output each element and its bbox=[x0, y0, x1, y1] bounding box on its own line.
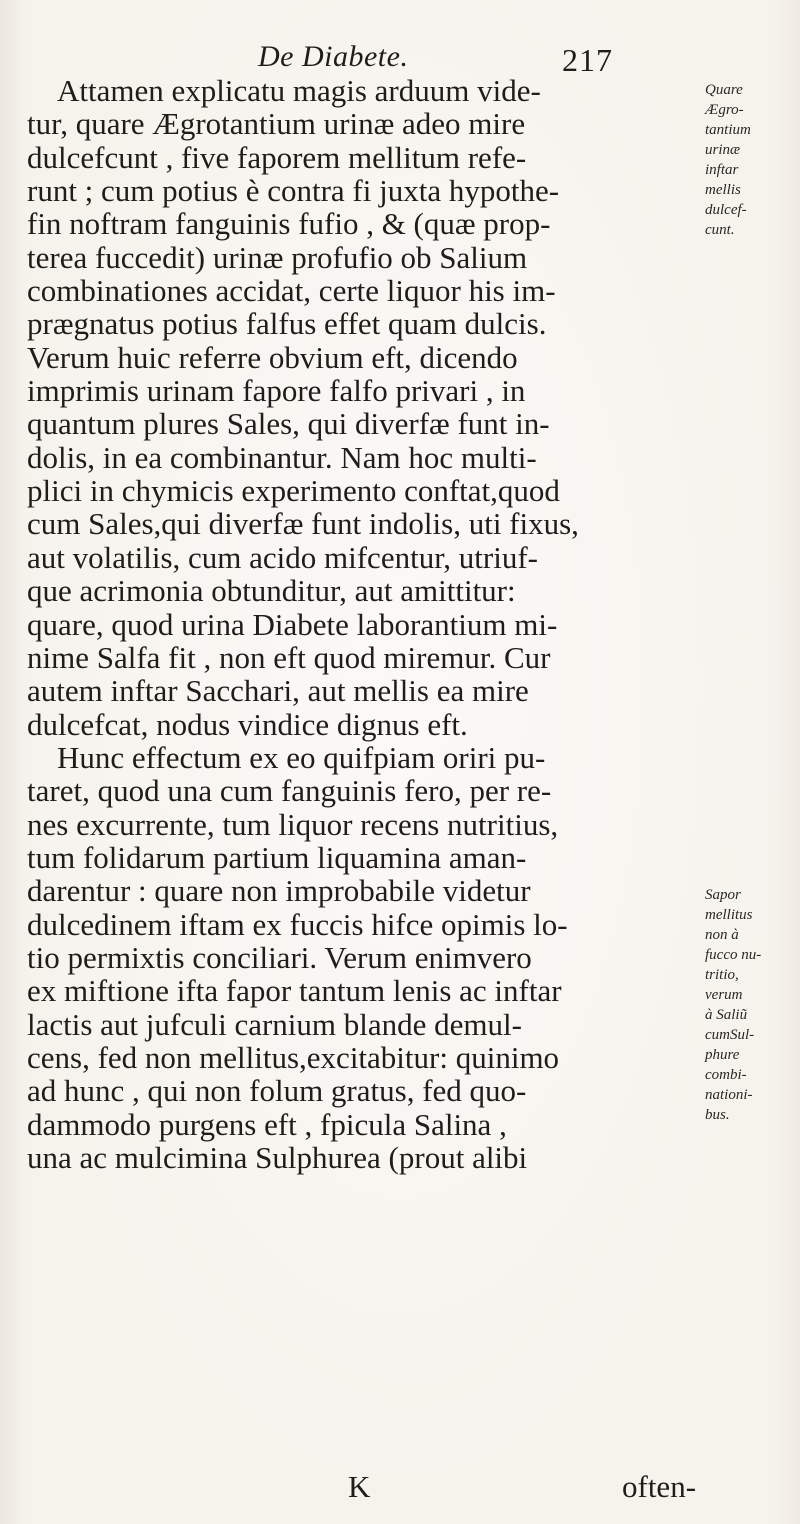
text-line: cens, fed non mellitus,excitabitur: quinimo bbox=[27, 1039, 560, 1075]
text-line: tio permixtis conciliari. Verum enimvero bbox=[27, 939, 532, 975]
text-line: cum Sales,qui diverfæ funt indolis, uti fixus, bbox=[27, 506, 579, 542]
margin-note-line: combi- bbox=[705, 1067, 747, 1083]
text-line: dolis, in ea combinantur. Nam hoc multi- bbox=[27, 439, 537, 475]
page-footer bbox=[0, 1469, 800, 1521]
text-line: ad hunc , qui non folum gratus, fed quo- bbox=[27, 1073, 527, 1109]
margin-note-line: verum bbox=[705, 987, 743, 1003]
margin-note-line: cunt. bbox=[705, 222, 735, 238]
margin-note-line: nationi- bbox=[705, 1087, 753, 1103]
margin-note-line: Quare bbox=[705, 82, 743, 98]
margin-note-line: non à bbox=[705, 927, 739, 943]
text-line: ex miftione ifta fapor tantum lenis ac inftar bbox=[27, 973, 562, 1009]
margin-note-line: Ægro- bbox=[705, 102, 744, 118]
margin-note-line: urinæ bbox=[705, 142, 741, 158]
text-line: tur, quare Ægrotantium urinæ adeo mire bbox=[27, 106, 526, 142]
text-line: darentur : quare non improbabile videtur bbox=[27, 873, 531, 909]
margin-note-line: fucco nu- bbox=[705, 947, 762, 963]
main-text-block bbox=[27, 74, 747, 1174]
text-line: quare, quod urina Diabete laborantium mi- bbox=[27, 606, 558, 642]
margin-note-line: tritio, bbox=[705, 967, 739, 983]
text-line: runt ; cum potius è contra fi juxta hypothe- bbox=[27, 173, 560, 209]
text-line: dulcefcat, nodus vindice dignus eft. bbox=[27, 706, 468, 742]
margin-note-line: bus. bbox=[705, 1107, 730, 1123]
text-line: una ac mulcimina Sulphurea (prout alibi bbox=[27, 1140, 528, 1175]
margin-note-line: dulcef- bbox=[705, 202, 747, 218]
catchword: often- bbox=[622, 1469, 697, 1504]
margin-note-line: phure bbox=[705, 1047, 740, 1063]
margin-note-line: à Saliũ bbox=[705, 1007, 748, 1023]
text-line: tum folidarum partium liquamina aman- bbox=[27, 839, 527, 875]
margin-note-line: tantium bbox=[705, 122, 751, 138]
text-line: dammodo purgens eft , fpicula Salina , bbox=[27, 1106, 507, 1142]
text-line: Attamen explicatu magis arduum vide- bbox=[57, 73, 541, 108]
margin-note-first bbox=[705, 80, 751, 240]
margin-note-line: Sapor bbox=[705, 887, 741, 903]
margin-note-line: mellis bbox=[705, 182, 741, 198]
text-line: plici in chymicis experimento conftat,quod bbox=[27, 473, 560, 509]
margin-note-line: inftar bbox=[705, 162, 739, 178]
text-line: nime Salfa fit , non eft quod miremur. Cur bbox=[27, 639, 551, 675]
text-line: imprimis urinam fapore falfo privari , in bbox=[27, 373, 526, 409]
text-line: que acrimonia obtunditur, aut amittitur: bbox=[27, 573, 516, 609]
text-line: aut volatilis, cum acido mifcentur, utriuf- bbox=[27, 539, 538, 575]
text-line: lactis aut jufculi carnium blande demul- bbox=[27, 1006, 522, 1042]
page-number: 217 bbox=[562, 42, 613, 78]
margin-note-line: mellitus bbox=[705, 907, 753, 923]
margin-note-second bbox=[705, 885, 761, 1125]
text-line: quantum plures Sales, qui diverfæ funt in- bbox=[27, 406, 550, 442]
text-line: autem inftar Sacchari, aut mellis ea mire bbox=[27, 673, 529, 709]
text-line: taret, quod una cum fanguinis fero, per re- bbox=[27, 773, 552, 809]
margin-note-line: cumSul- bbox=[705, 1027, 755, 1043]
text-line: combinationes accidat, certe liquor his im- bbox=[27, 273, 556, 309]
text-line: Verum huic referre obvium eft, dicendo bbox=[27, 339, 518, 375]
running-title: De Diabete. bbox=[258, 40, 409, 73]
text-line: prægnatus potius falfus effet quam dulcis. bbox=[27, 306, 547, 342]
text-line: fin noftram fanguinis fufio , & (quæ prop- bbox=[27, 206, 551, 242]
text-line: dulcedinem iftam ex fuccis hifce opimis lo- bbox=[27, 906, 568, 942]
text-line: Hunc effectum ex eo quifpiam oriri pu- bbox=[57, 739, 546, 775]
text-line: terea fuccedit) urinæ profufio ob Salium bbox=[27, 239, 528, 275]
text-line: dulcefcunt , five faporem mellitum refe- bbox=[27, 139, 527, 175]
text-line: nes excurrente, tum liquor recens nutritius, bbox=[27, 806, 559, 842]
signature-mark: K bbox=[348, 1469, 371, 1504]
